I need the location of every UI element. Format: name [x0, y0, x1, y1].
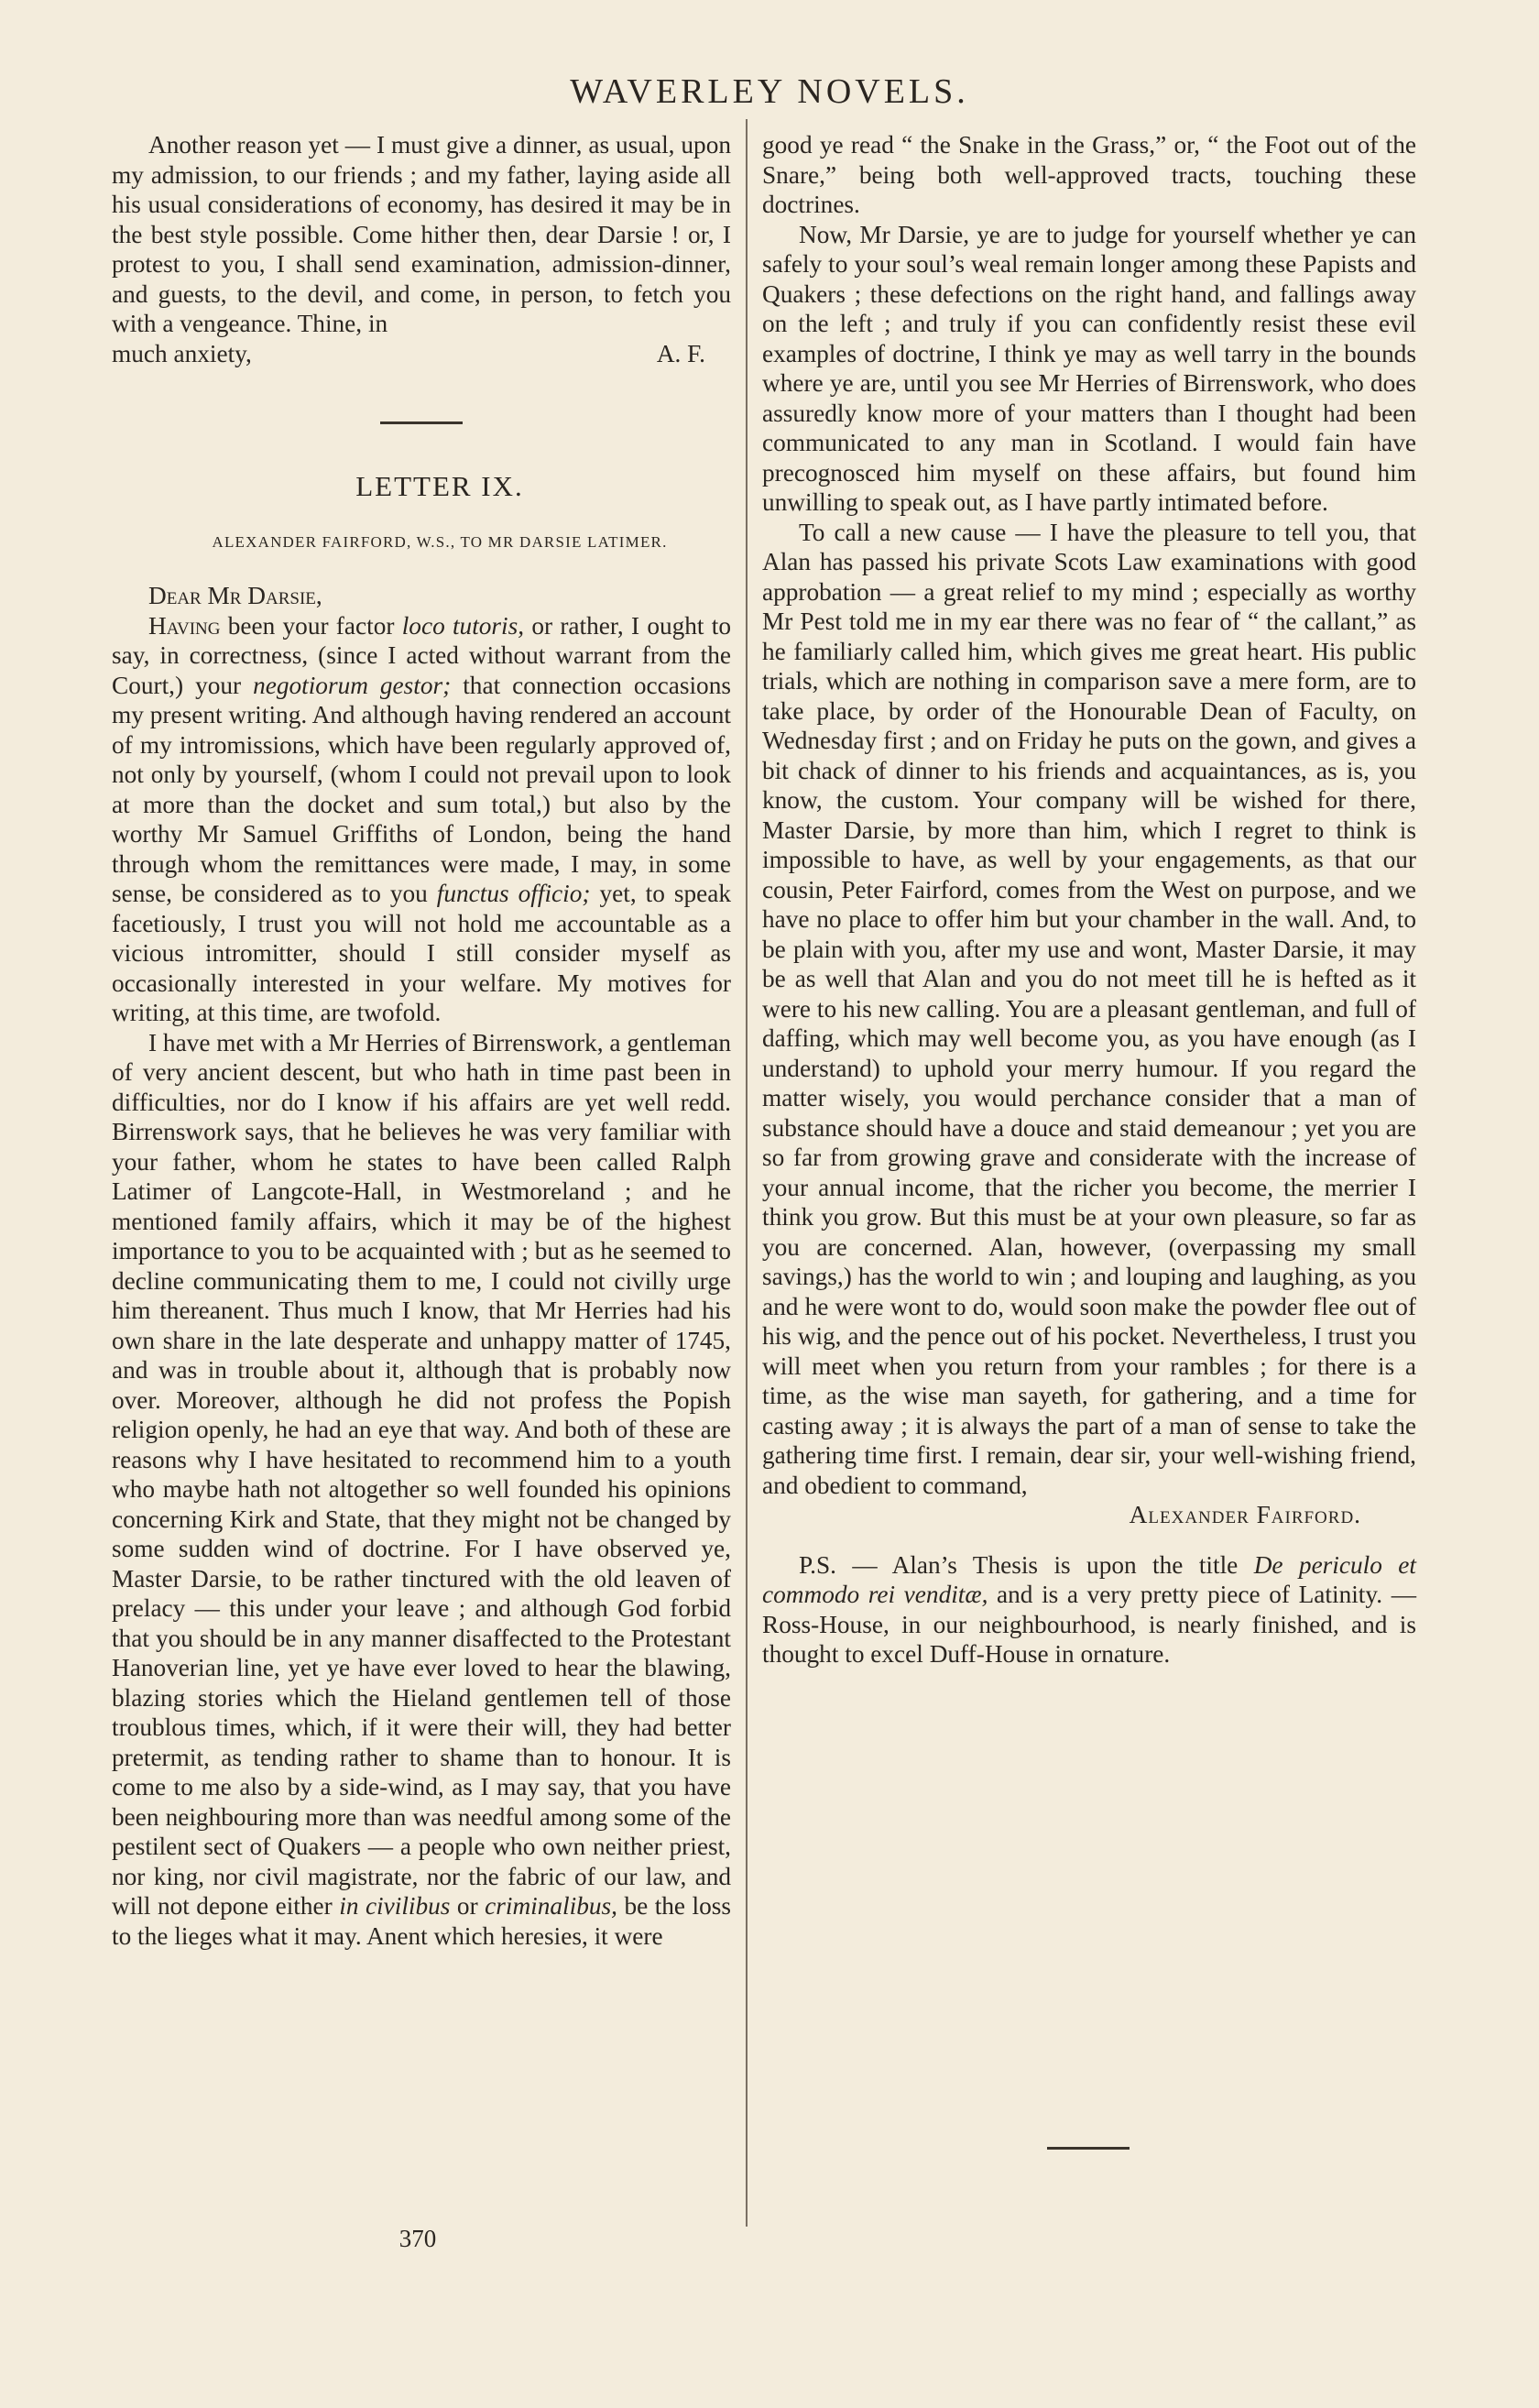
text-run: be the loss to the lieges what it may. Anent which heresies, it were	[112, 1892, 731, 1950]
italic-phrase: in civilibus	[339, 1892, 451, 1920]
salutation: Dear Mr Darsie,	[148, 582, 322, 609]
running-header: WAVERLEY NOVELS.	[570, 72, 969, 111]
text-run: that connection occasions my present writing. And although having rendered an account of my intromissions, which have been regularly approved of, not only by yourself, (whom I could not prevail upon to look at more than the docket and sum total,) but also by the worthy Mr Samuel Griffiths of London, being the hand through whom the remittances were made, I may, in some sense, be considered as to you	[112, 671, 731, 907]
paragraph-tracts: good ye read “ the Snake in the Grass,” or, “ the Foot out of the Snare,” being both well-approved tracts, touching these doctrines.	[762, 131, 1416, 218]
end-rule	[1047, 2147, 1130, 2150]
paragraph-factor	[112, 611, 731, 1028]
signature: Alexander Fairford.	[1129, 1501, 1361, 1528]
text-run: or	[450, 1892, 486, 1920]
paragraph-closing-letter	[112, 130, 731, 339]
text-run: yet, to speak facetiously, I trust you will not hold me accountable as a vicious intromitter, should I still consider myself as occasionally interested in your welfare. My motives for writing, at this time, are twofold.	[112, 880, 732, 1026]
text-run: and is a very pretty piece of Latinity. — Ross-House, in our neighbourhood, is nearly finished, and is thought to excel Duff-House in ornature.	[762, 1581, 1416, 1668]
letter-title: LETTER IX.	[355, 470, 524, 502]
text-run: P.S. — Alan’s Thesis is upon the title	[799, 1550, 1254, 1579]
right-column	[762, 130, 1416, 1669]
italic-phrase: functus officio;	[436, 880, 591, 907]
letter-signoff	[112, 339, 731, 369]
italic-phrase: loco tutoris,	[401, 611, 525, 640]
letter-subtitle: ALEXANDER FAIRFORD, W.S., TO MR DARSIE LATIMER.	[212, 532, 668, 551]
text-run: or rather, I ought to say, in correctness, (since I acted without warrant from the Court,) your	[112, 611, 731, 699]
page-number: 370	[398, 2225, 437, 2252]
postscript	[762, 1550, 1416, 1669]
italic-phrase: De periculo et commodo rei venditæ,	[762, 1550, 1416, 1608]
italic-phrase: negotiorum gestor;	[253, 671, 452, 699]
text-run: I have met with a Mr Herries of Birrenswork, a gentleman of very ancient descent, but who hath in time past been in difficulties, nor do I know if his affairs are yet well redd. Birrenswork says, that he believes he was very familiar with your father, whom he states to have been called Ralph Latimer of Langcote-Hall, in Westmoreland ; and he mentioned family affairs, which it may be of the highest importance to you to be acquainted with ; but as he seemed to decline communicating them to me, I could not civilly urge him thereanent. Thus much I know, that Mr Herries had his own share in the late desperate and unhappy matter of 1745, and was in trouble about it, although that is probably now over. Moreover, although he did not profess the Popish religion openly, he had an eye that way. And both of these are reasons why I have hesitated to recommend him to a youth who maybe hath not altogether so well founded his opinions concerning Kirk and State, that they might not be changed by some sudden wind of doctrine. For I have observed ye, Master Darsie, to be rather tinctured with the old leaven of prelacy — this under your leave ; and although God forbid that you should be in any manner disaffected to the Protestant Hanoverian line, yet ye have ever loved to hear the blawing, blazing stories which the Hieland gentlemen tell of those troublous times, which, if it were their will, they had better pretermit, as tending rather to shame than to honour. It is come to me also by a side-wind, as I may say, that you have been neighbouring more than was needful among some of the pestilent sect of Quakers — a people who own neither priest, nor king, nor civil magistrate, nor the fabric of our law, and will not depone either	[112, 1028, 731, 1920]
paragraph-judge: Now, Mr Darsie, ye are to judge for yourself whether ye can safely to your soul’s weal remain longer among these Papists and Quakers ; these defections on the right hand, and fallings away on the left ; and truly if you can confidently resist these evil examples of doctrine, I think ye may as well tarry in the bounds where ye are, until you see Mr Herries of Birrenswork, who does assuredly know more of your matters than I thought had been communicated to any man in Scotland. I would fain have precognosced him myself on these affairs, but found him unwilling to speak out, as I have partly intimated before.	[762, 220, 1416, 516]
paragraph-text: Another reason yet — I must give a dinner, as usual, upon my admission, to our friends ; and my father, laying aside all his usual considerations of economy, has desired it may be in the best style possible. Come hither then, dear Darsie ! or, I protest to you, I shall send examination, admission-dinner, and guests, to the devil, and come, in person, to fetch you with a vengeance. Thine, in	[112, 131, 731, 337]
text-run: been your factor	[220, 611, 402, 640]
lead-word: Having	[148, 611, 221, 640]
paragraph-herries	[112, 1028, 731, 1952]
signoff-initials: A. F.	[656, 339, 705, 367]
signoff-text: much anxiety,	[112, 339, 252, 367]
italic-phrase: criminalibus,	[485, 1892, 617, 1920]
column-divider	[746, 119, 748, 2227]
left-column	[112, 130, 731, 1951]
paragraph-new-cause: To call a new cause — I have the pleasure to tell you, that Alan has passed his private Scots Law examinations with good approbation — a great relief to my mind ; especially as worthy Mr Pest told me in my ear there was no fear of “ the callant,” as he familiarly called him, which gives me great heart. His public trials, which are nothing in comparison save a mere form, are to take place, by order of the Honourable Dean of Faculty, on Wednesday first ; and on Friday he puts on the gown, and gives a bit chack of dinner to his friends and acquaintances, as is, you know, the custom. Your company will be wished for there, Master Darsie, by more than him, which I regret to think is impossible to have, as well by your engagements, as that our cousin, Peter Fairford, comes from the West on purpose, and we have no place to offer him but your chamber in the wall. And, to be plain with you, after my use and wont, Master Darsie, it may be as well that Alan and you do not meet till he is hefted as it were to his new calling. You are a pleasant gentleman, and full of daffing, which may well become you, as you have enough (as I understand) to uphold your merry humour. If you regard the matter wisely, you would perchance consider that a man of substance should have a douce and staid demeanour ; yet you are so far from growing grave and considerate with the increase of your annual income, that the richer you become, the merrier I think you grow. But this must be at your own pleasure, so far as you are concerned. Alan, however, (overpassing my small savings,) has the world to win ; and louping and laughing, as you and he were wont to do, would soon make the powder flee out of his wig, and the pence out of his pocket. Nevertheless, I trust you will meet when you return from your rambles ; for there is a time, as the wise man sayeth, for gathering, and a time for casting away ; it is always the part of a man of sense to take the gathering time first. I remain, dear sir, your well-wishing friend, and obedient to command,	[762, 518, 1416, 1499]
